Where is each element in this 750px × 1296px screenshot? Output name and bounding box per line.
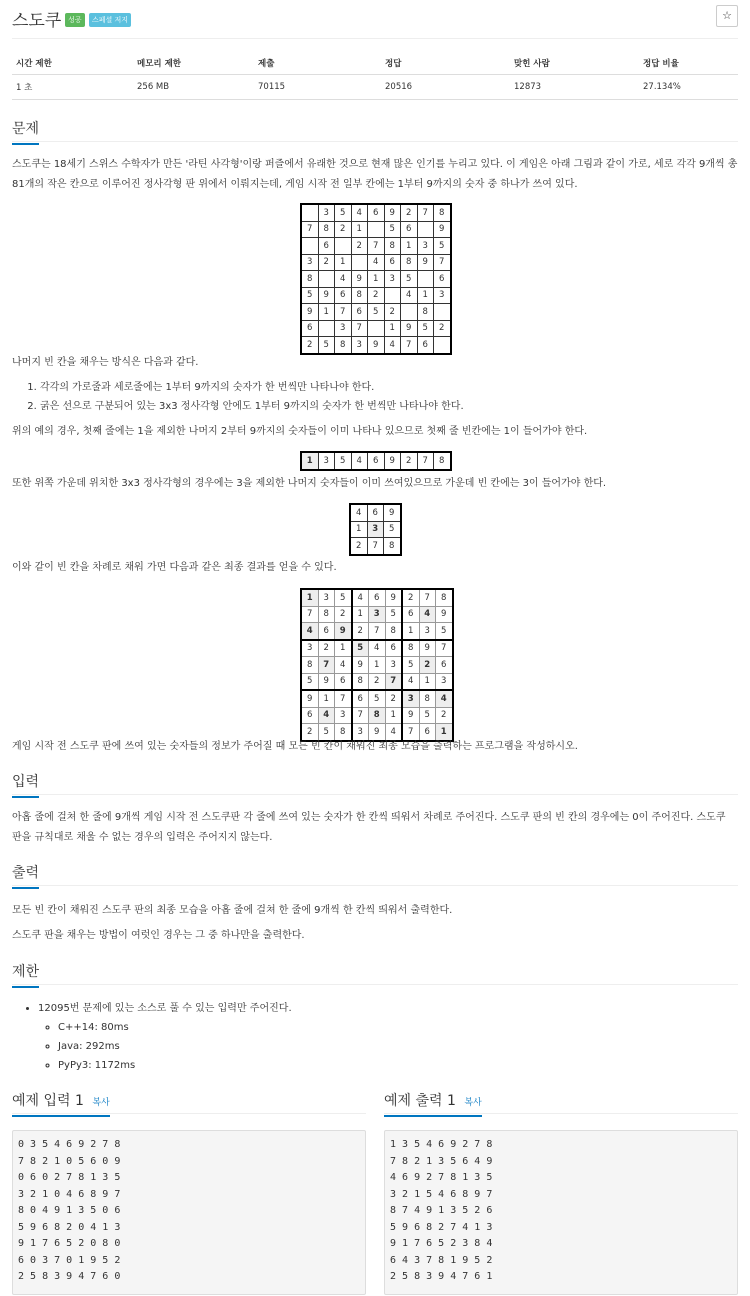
grid-cell: 4 (401, 287, 418, 304)
grid-cell: 6 (385, 640, 402, 657)
stats-value: 27.134% (639, 75, 738, 100)
grid-cell: 2 (350, 538, 367, 555)
grid-cell: 1 (352, 606, 369, 623)
grid-cell (301, 204, 318, 221)
grid-cell: 2 (352, 623, 369, 640)
grid-cell: 4 (402, 673, 419, 690)
grid-cell (417, 221, 434, 238)
grid-cell (335, 238, 352, 255)
sample-input-block[interactable]: 0 3 5 4 6 9 2 7 8 7 8 2 1 0 5 6 0 9 0 6 0 2 7 8 1 3 5 3 2 1 0 4 6 8 9 7 8 0 4 9 1 3 5 0 6 5 9 6 8 2 0 4 1 3 9 1 7 6 5 2 0 8 0 6 0 3 7 0 1 9 5 2 2 5 8 3 9 4 7 6 0 (12, 1130, 366, 1295)
section-title: 문제 (12, 118, 39, 145)
grid-cell: 5 (384, 521, 401, 538)
grid-cell: 6 (318, 623, 335, 640)
grid-cell: 5 (318, 724, 335, 741)
section-title: 제한 (12, 961, 39, 988)
grid-cell: 8 (369, 707, 386, 724)
grid-cell: 1 (419, 673, 436, 690)
grid-cell: 2 (368, 287, 385, 304)
grid-cell: 2 (384, 304, 401, 321)
grid-cell: 5 (402, 657, 419, 674)
grid-cell: 5 (335, 452, 352, 470)
grid-cell: 3 (417, 238, 434, 255)
grid-cell: 7 (419, 589, 436, 606)
grid-row (301, 221, 451, 238)
grid-cell: 8 (436, 589, 453, 606)
limit-item (38, 999, 292, 1075)
problem-section-header (12, 118, 738, 145)
grid-cell: 5 (368, 304, 385, 321)
success-badge: 성공 (65, 13, 85, 27)
grid-cell: 7 (335, 690, 352, 707)
section-divider (12, 984, 738, 985)
example-box-text: 또한 위쪽 가운데 위치한 3x3 정사각형의 경우에는 3을 제외한 나머지 숫자들이 이미 쓰여있으므로 가운데 빈 칸에는 3이 들어가야 한다. (12, 478, 607, 489)
grid-cell: 9 (401, 320, 418, 337)
sample-input-header (12, 1090, 366, 1117)
grid-cell: 4 (419, 606, 436, 623)
grid-cell: 7 (351, 320, 368, 337)
grid-cell: 4 (318, 707, 335, 724)
grid-cell: 7 (402, 724, 419, 741)
grid-cell: 6 (384, 254, 401, 271)
grid-cell: 5 (335, 204, 352, 221)
grid-cell: 8 (419, 690, 436, 707)
section-title: 입력 (12, 771, 39, 798)
sudoku-final-grid (300, 588, 454, 742)
grid-cell: 9 (335, 623, 352, 640)
grid-cell: 6 (335, 287, 352, 304)
grid-row (301, 337, 451, 354)
grid-cell: 1 (318, 690, 335, 707)
grid-cell: 2 (301, 724, 318, 741)
grid-cell: 8 (301, 271, 318, 288)
grid-row (301, 589, 453, 606)
grid-cell: 9 (419, 640, 436, 657)
grid-cell: 9 (318, 287, 335, 304)
grid-cell: 7 (369, 623, 386, 640)
limit-text: 12095번 문제에 있는 소스로 풀 수 있는 입력만 주어진다. (38, 1003, 292, 1014)
grid-cell: 1 (335, 254, 352, 271)
rule-intro: 나머지 빈 칸을 채우는 방식은 다음과 같다. (12, 357, 199, 368)
grid-cell: 8 (401, 254, 418, 271)
grid-cell: 6 (401, 221, 418, 238)
grid-cell: 7 (385, 673, 402, 690)
grid-cell: 9 (384, 204, 401, 221)
grid-cell: 7 (352, 707, 369, 724)
grid-cell: 2 (318, 254, 335, 271)
grid-cell: 1 (417, 287, 434, 304)
stats-value[interactable]: 12873 (510, 75, 639, 100)
grid-cell: 7 (434, 254, 451, 271)
input-description: 아홉 줄에 걸쳐 한 줄에 9개씩 게임 시작 전 스도쿠판 각 줄에 쓰여 있는 숫자가 한 칸씩 띄워서 차례로 주어진다. 스도쿠 판의 빈 칸의 경우에는 0이 주어진다. 스도쿠 판을 규칙대로 채울 수 없는 경우의 입력은 주어지지 않는다. (12, 812, 726, 843)
grid-cell: 2 (385, 690, 402, 707)
stats-header: 제출 (254, 52, 381, 75)
time-limit-list (38, 1018, 292, 1075)
grid-cell: 2 (335, 606, 352, 623)
output-description: 스도쿠 판을 채우는 방법이 여럿인 경우는 그 중 하나만을 출력한다. (12, 930, 305, 941)
grid-cell: 1 (350, 521, 367, 538)
grid-cell: 1 (402, 623, 419, 640)
stats-table (12, 52, 738, 100)
grid-cell: 3 (385, 657, 402, 674)
grid-cell: 5 (369, 690, 386, 707)
grid-cell: 1 (401, 238, 418, 255)
stats-header: 메모리 제한 (133, 52, 254, 75)
grid-cell: 1 (368, 271, 385, 288)
grid-cell: 5 (417, 320, 434, 337)
example-row-text: 위의 예의 경우, 첫째 줄에는 1을 제외한 나머지 2부터 9까지의 숫자들이 이미 나타나 있으므로 첫째 줄 빈칸에는 1이 들어가야 한다. (12, 426, 588, 437)
stats-value: 256 MB (133, 75, 254, 100)
grid-cell: 4 (350, 504, 367, 521)
grid-cell: 6 (352, 690, 369, 707)
grid-cell: 5 (385, 606, 402, 623)
time-limit-pypy: ◦ PyPy3: 1172ms (58, 1056, 292, 1075)
grid-cell (384, 287, 401, 304)
grid-cell: 6 (367, 504, 384, 521)
stats-header: 정답 (381, 52, 510, 75)
grid-cell (351, 254, 368, 271)
grid-cell: 8 (384, 538, 401, 555)
sample-output-block[interactable]: 1 3 5 4 6 9 2 7 8 7 8 2 1 3 5 6 4 9 4 6 9 2 7 8 1 3 5 3 2 1 5 4 6 8 9 7 8 7 4 9 1 3 5 2 6 5 9 6 8 2 7 4 1 3 9 1 7 6 5 2 3 8 4 6 4 3 7 8 1 9 5 2 2 5 8 3 9 4 7 6 1 (384, 1130, 738, 1295)
sample-output-header (384, 1090, 738, 1117)
grid-row (301, 204, 451, 221)
grid-cell: 4 (369, 640, 386, 657)
grid-cell: 7 (335, 304, 352, 321)
grid-cell: 7 (401, 337, 418, 354)
grid-cell: 9 (368, 337, 385, 354)
grid-cell: 4 (335, 271, 352, 288)
sample-input-title: 예제 입력 1 (12, 1093, 84, 1109)
grid-cell: 6 (436, 657, 453, 674)
grid-row (301, 304, 451, 321)
grid-cell (368, 320, 385, 337)
grid-cell: 2 (335, 221, 352, 238)
grid-row (301, 287, 451, 304)
grid-cell: 3 (301, 640, 318, 657)
stats-header: 맞힌 사람 (510, 52, 639, 75)
box-example-grid (349, 503, 402, 556)
example-final-text: 이와 같이 빈 칸을 차례로 채워 가면 다음과 같은 최종 결과를 얻을 수 있다. (12, 562, 337, 573)
grid-cell: 6 (402, 606, 419, 623)
grid-cell: 1 (301, 452, 318, 470)
grid-cell: 6 (434, 271, 451, 288)
stats-value-row (12, 75, 738, 100)
grid-cell: 8 (434, 452, 451, 470)
grid-cell: 2 (419, 657, 436, 674)
section-divider (384, 1113, 738, 1114)
section-divider (12, 885, 738, 886)
grid-cell: 4 (368, 254, 385, 271)
grid-cell: 9 (301, 304, 318, 321)
grid-cell: 2 (369, 673, 386, 690)
title-divider (12, 38, 738, 39)
grid-cell (434, 304, 451, 321)
grid-cell: 3 (318, 204, 335, 221)
grid-cell: 4 (385, 724, 402, 741)
sample-output-title: 예제 출력 1 (384, 1093, 456, 1109)
grid-cell: 1 (351, 221, 368, 238)
grid-cell: 3 (301, 254, 318, 271)
grid-cell: 6 (419, 724, 436, 741)
grid-cell: 6 (301, 707, 318, 724)
grid-cell: 3 (352, 724, 369, 741)
grid-cell: 3 (384, 271, 401, 288)
grid-row (301, 238, 451, 255)
grid-cell: 7 (301, 606, 318, 623)
grid-cell: 1 (384, 320, 401, 337)
grid-cell: 8 (434, 204, 451, 221)
grid-cell: 8 (318, 221, 335, 238)
grid-cell: 3 (335, 320, 352, 337)
grid-cell: 4 (301, 623, 318, 640)
grid-cell: 2 (401, 452, 418, 470)
sudoku-initial-grid (300, 203, 452, 355)
grid-cell: 3 (318, 589, 335, 606)
grid-cell: 7 (301, 221, 318, 238)
grid-cell: 3 (436, 673, 453, 690)
grid-cell: 4 (384, 337, 401, 354)
grid-cell: 1 (318, 304, 335, 321)
grid-cell: 8 (352, 673, 369, 690)
input-section-header (12, 771, 738, 798)
grid-cell (417, 271, 434, 288)
time-limit-java: ◦ Java: 292ms (58, 1037, 292, 1056)
grid-cell (401, 304, 418, 321)
grid-cell: 4 (436, 690, 453, 707)
limit-list (24, 999, 292, 1075)
star-icon: ☆ (722, 9, 732, 22)
grid-row (301, 673, 453, 690)
grid-cell: 5 (384, 221, 401, 238)
grid-row (301, 623, 453, 640)
copy-output-button[interactable]: 복사 (464, 1098, 482, 1108)
grid-cell: 7 (417, 204, 434, 221)
grid-cell: 5 (318, 337, 335, 354)
grid-row (301, 640, 453, 657)
grid-cell: 5 (436, 623, 453, 640)
stats-value: 1 초 (12, 75, 133, 100)
grid-cell: 9 (434, 221, 451, 238)
grid-cell: 3 (402, 690, 419, 707)
grid-cell: 9 (352, 657, 369, 674)
task-text: 게임 시작 전 스도쿠 판에 쓰여 있는 숫자들의 정보가 주어질 때 모든 빈 칸이 채워진 최종 모습을 출력하는 프로그램을 작성하시오. (12, 741, 578, 752)
output-description: 모든 빈 칸이 채워진 스도쿠 판의 최종 모습을 아홉 줄에 걸쳐 한 줄에 9개씩 한 칸씩 띄워서 출력한다. (12, 905, 453, 916)
grid-cell: 1 (385, 707, 402, 724)
grid-cell: 5 (301, 673, 318, 690)
grid-row (301, 707, 453, 724)
grid-cell: 2 (401, 204, 418, 221)
grid-cell: 5 (401, 271, 418, 288)
grid-cell: 9 (436, 606, 453, 623)
grid-cell: 5 (301, 287, 318, 304)
grid-cell: 1 (369, 657, 386, 674)
stats-header: 정답 비율 (639, 52, 738, 75)
grid-cell: 7 (318, 657, 335, 674)
grid-cell: 5 (434, 238, 451, 255)
grid-cell: 1 (436, 724, 453, 741)
grid-cell: 9 (384, 452, 401, 470)
grid-cell: 6 (301, 320, 318, 337)
grid-row (301, 690, 453, 707)
grid-cell: 8 (351, 287, 368, 304)
grid-cell: 8 (385, 623, 402, 640)
grid-cell: 8 (335, 337, 352, 354)
output-section-header (12, 862, 738, 889)
stats-value[interactable]: 20516 (381, 75, 510, 100)
grid-cell (434, 337, 451, 354)
grid-cell (301, 238, 318, 255)
star-button[interactable] (716, 5, 738, 27)
grid-cell: 8 (301, 657, 318, 674)
grid-cell: 9 (369, 724, 386, 741)
section-divider (12, 141, 738, 142)
grid-cell: 9 (301, 690, 318, 707)
grid-cell: 9 (318, 673, 335, 690)
grid-cell: 6 (368, 452, 385, 470)
problem-intro: 스도쿠는 18세기 스위스 수학자가 만든 '라틴 사각형'이랑 퍼즐에서 유래한 것으로 현재 많은 인기를 누리고 있다. 이 게임은 아래 그림과 같이 가로, 세로 각각 9개씩 총 81개의 작은 칸으로 이루어진 정사각형 판 위에서 이뤄지는데, 게임 시작 전 일부 칸에는 1부터 9까지의 숫자 중 하나가 쓰여 있다. (12, 159, 738, 190)
grid-cell: 3 (351, 337, 368, 354)
grid-row (301, 254, 451, 271)
rule-item: 2. 굵은 선으로 구분되어 있는 3x3 정사각형 안에도 1부터 9까지의 숫자가 한 번씩만 나타나야 한다. (40, 397, 464, 416)
grid-cell: 1 (301, 589, 318, 606)
section-divider (12, 1113, 366, 1114)
grid-cell: 1 (335, 640, 352, 657)
grid-row (301, 452, 451, 470)
special-judge-badge: 스페셜 저지 (89, 13, 131, 27)
grid-cell: 7 (417, 452, 434, 470)
grid-row (301, 657, 453, 674)
section-divider (12, 794, 738, 795)
grid-cell: 9 (384, 504, 401, 521)
grid-row (301, 606, 453, 623)
grid-cell: 3 (419, 623, 436, 640)
section-title: 출력 (12, 862, 39, 889)
grid-cell: 2 (351, 238, 368, 255)
grid-cell: 4 (352, 589, 369, 606)
stats-header-row (12, 52, 738, 75)
grid-cell: 3 (369, 606, 386, 623)
grid-cell: 8 (318, 606, 335, 623)
problem-title: 스도쿠 (12, 11, 62, 31)
grid-cell: 4 (351, 204, 368, 221)
grid-cell: 8 (402, 640, 419, 657)
grid-cell: 2 (436, 707, 453, 724)
grid-cell: 4 (351, 452, 368, 470)
grid-row (301, 271, 451, 288)
grid-cell (318, 271, 335, 288)
grid-row (301, 320, 451, 337)
grid-cell: 6 (368, 204, 385, 221)
grid-cell: 8 (417, 304, 434, 321)
grid-cell: 2 (318, 640, 335, 657)
row-example-grid (300, 451, 452, 471)
grid-cell: 2 (402, 589, 419, 606)
grid-cell: 8 (335, 724, 352, 741)
grid-cell: 7 (368, 238, 385, 255)
grid-cell (318, 320, 335, 337)
grid-cell: 6 (318, 238, 335, 255)
grid-cell: 9 (417, 254, 434, 271)
grid-cell: 3 (367, 521, 384, 538)
rule-item: 1. 각각의 가로줄과 세로줄에는 1부터 9까지의 숫자가 한 번씩만 나타나야 한다. (40, 378, 464, 397)
grid-cell: 7 (367, 538, 384, 555)
grid-cell: 3 (335, 707, 352, 724)
time-limit-cpp: ◦ C++14: 80ms (58, 1018, 292, 1037)
grid-cell: 6 (417, 337, 434, 354)
grid-cell (368, 221, 385, 238)
limit-section-header (12, 961, 738, 988)
grid-cell: 9 (385, 589, 402, 606)
grid-cell: 5 (335, 589, 352, 606)
grid-cell: 5 (419, 707, 436, 724)
grid-cell: 3 (434, 287, 451, 304)
grid-row (350, 521, 401, 538)
grid-cell: 3 (318, 452, 335, 470)
grid-cell: 5 (352, 640, 369, 657)
grid-row (350, 504, 401, 521)
grid-row (350, 538, 401, 555)
grid-cell: 2 (301, 337, 318, 354)
grid-cell: 6 (335, 673, 352, 690)
grid-cell: 2 (434, 320, 451, 337)
grid-cell: 6 (369, 589, 386, 606)
grid-cell: 7 (436, 640, 453, 657)
grid-cell: 4 (335, 657, 352, 674)
stats-header: 시간 제한 (12, 52, 133, 75)
grid-cell: 9 (402, 707, 419, 724)
rule-list (26, 378, 464, 416)
grid-cell: 9 (351, 271, 368, 288)
copy-input-button[interactable]: 복사 (92, 1098, 110, 1108)
stats-value[interactable]: 70115 (254, 75, 381, 100)
grid-cell: 6 (351, 304, 368, 321)
grid-cell: 8 (384, 238, 401, 255)
